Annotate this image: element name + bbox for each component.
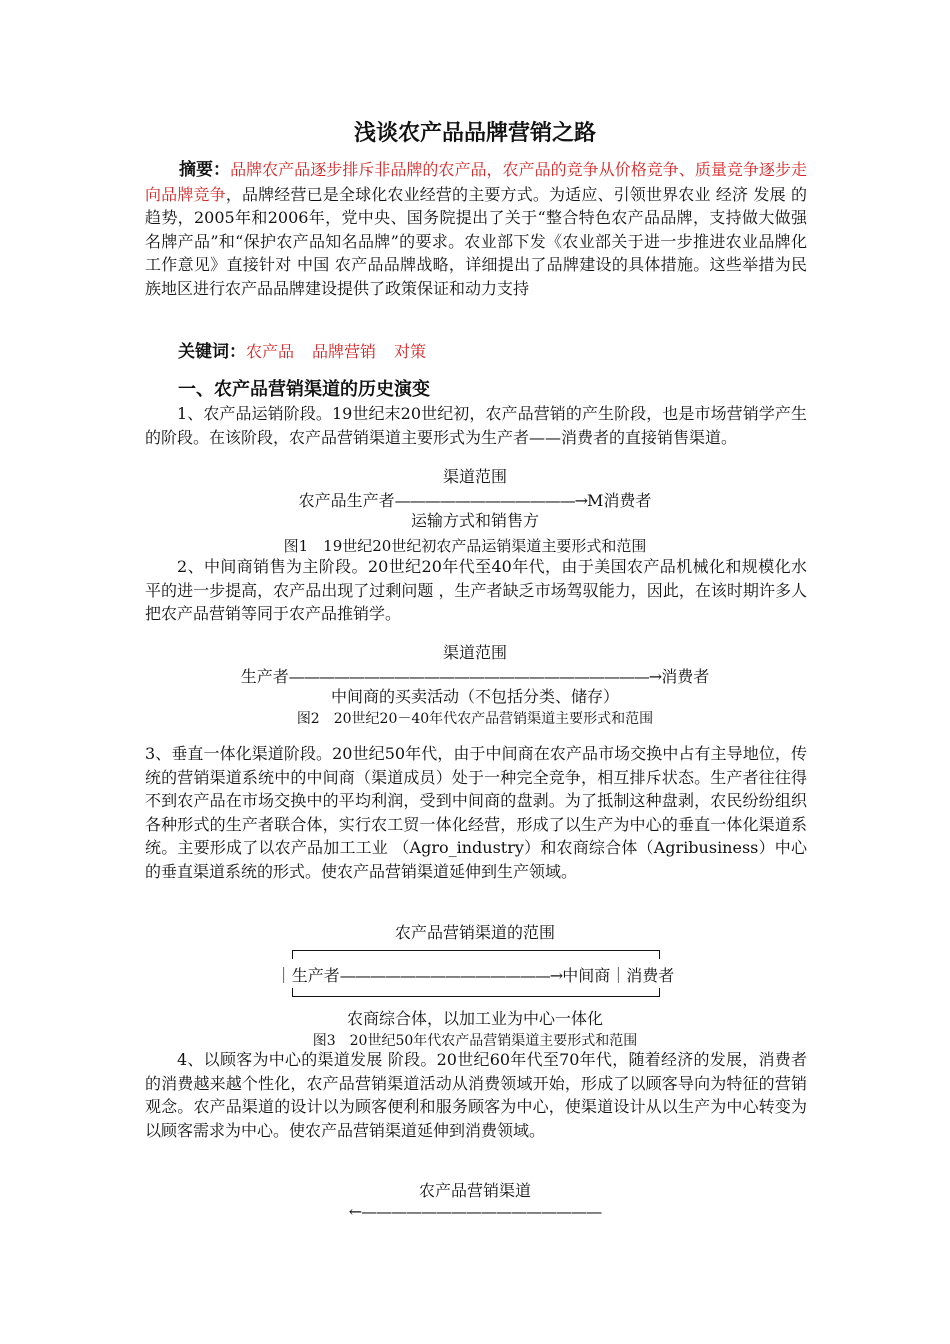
fig2-flow [0, 664, 950, 687]
fig3-right: 消费者 [626, 966, 675, 985]
keyword-item: 对策 [394, 342, 427, 361]
fig2-bottom-label: 中间商的买卖活动（不包括分类、储存） [330, 687, 619, 706]
fig3-bottom-bracket [292, 988, 660, 997]
fig2-caption: 图2 20世纪20－40年代农产品营销渠道主要形式和范围 [296, 711, 654, 727]
paragraph-3: 3、垂直一体化渠道阶段。20世纪50年代，由于中间商在农产品市场交换中占有主导地位，传统的营销渠道系统中的中间商（渠道成员）处于一种完全竞争，相互排斥状态。生产者往往得不到农产品在市场交换中的平均利润，受到中间商的盘剥。为了抵制这种盘剥，农民纷纷组织各种形式的生产者联合体，实行农工贸一体化经营，形成了以生产为中心的垂直一体化渠道系统。主要形成了以农产品加工工业 （Agro_industry）和农商综合体（Agribusiness）中心的垂直渠道系统的形式。使农产品营销渠道延伸到生产领域。 [145, 744, 807, 881]
paragraph-2: 2、中间商销售为主阶段。20世纪20年代至40年代，由于美国农产品机械化和规模化水平的进一步提高，农产品出现了过剩问题 ，生产者缺乏市场驾驭能力，因此，在该时期许多人把农产品营销等同于农产品推销学。 [145, 557, 807, 623]
section-heading: 一、农产品营销渠道的历史演变 [178, 379, 430, 400]
fig3-arrow: ——————————————→ [339, 966, 563, 985]
abstract-highlight: 品牌农产品逐步排斥非品牌的农产品，农产品的竞争从价格竞争、质量竞争逐步走向品牌竞争 [145, 160, 807, 204]
keywords [178, 337, 444, 362]
fig3-flow: ｜生产者——————————————→中间商｜消费者 [275, 966, 675, 985]
fig3-top-label: 农产品营销渠道的范围 [394, 923, 555, 942]
fig4-arrow: ←———————————————— [348, 1202, 602, 1221]
abstract-paragraph [145, 158, 807, 300]
fig3-bottom-label: 农商综合体，以加工业为中心一体化 [346, 1009, 603, 1028]
paragraph-1: 1、农产品运销阶段。19世纪末20世纪初，农产品营销的产生阶段，也是市场营销学产生的阶段。在该阶段，农产品营销渠道主要形式为生产者——消费者的直接销售渠道。 [145, 404, 807, 447]
abstract-body: ，品牌经营已是全球化农业经营的主要方式。为适应、引领世界农业 经济 发展 的趋势，2005年和2006年，党中央、国务院提出了关于“整合特色农产品品牌，支持做大做强名牌产品”和“保护农产品知名品牌”的要求。农业部下发《农业部关于进一步推进农业品牌化工作意见》直接针对 中国 农产品品牌战略，详细提出了品牌建设的具体措施。这些举措为民族地区进行农产品品牌建设提供了政策保证和动力支持 [145, 184, 807, 298]
keyword-item: 品牌营销 [312, 342, 377, 361]
fig2-right: 消费者 [661, 667, 710, 686]
fig4-flow [0, 1202, 950, 1221]
keyword-item: 农产品 [246, 342, 295, 361]
fig1-caption: 图1 19世纪20世纪初农产品运销渠道主要形式和范围 [283, 537, 647, 555]
fig1-right: M消费者 [587, 491, 652, 510]
fig3-top-bracket [292, 950, 660, 959]
abstract-label: 摘要： [179, 160, 231, 180]
fig1-bottom-label: 运输方式和销售方 [410, 511, 539, 530]
fig1-top-label: 渠道范围 [442, 467, 507, 486]
document-title: 浅谈农产品品牌营销之路 [353, 121, 596, 146]
paragraph-4: 4、以顾客为中心的渠道发展 阶段。20世纪60年代至70年代，随着经济的发展，消费者的消费越来越个性化，农产品营销渠道活动从消费领域开始，形成了以顾客导向为特征的营销观念。农产品渠道的设计以为顾客便利和服务顾客为中心，使渠道设计从以生产为中心转变为以顾客需求为中心。使农产品营销渠道延伸到消费领域。 [145, 1050, 807, 1140]
fig3-middle: 中间商 [562, 966, 611, 985]
fig1-arrow: ————————————→ [394, 491, 588, 510]
fig2-left: 生产者 [240, 667, 289, 686]
fig4-top-label: 农产品营销渠道 [418, 1181, 531, 1200]
fig3-caption: 图3 20世纪50年代农产品营销渠道主要形式和范围 [312, 1033, 638, 1049]
fig2-arrow: ————————————————————————→ [288, 667, 662, 686]
fig2-top-label: 渠道范围 [442, 643, 507, 662]
keywords-label: 关键词： [178, 342, 246, 362]
fig1-left: 农产品生产者 [298, 491, 395, 510]
fig3-left: 生产者 [291, 966, 340, 985]
fig1-flow [0, 488, 950, 511]
